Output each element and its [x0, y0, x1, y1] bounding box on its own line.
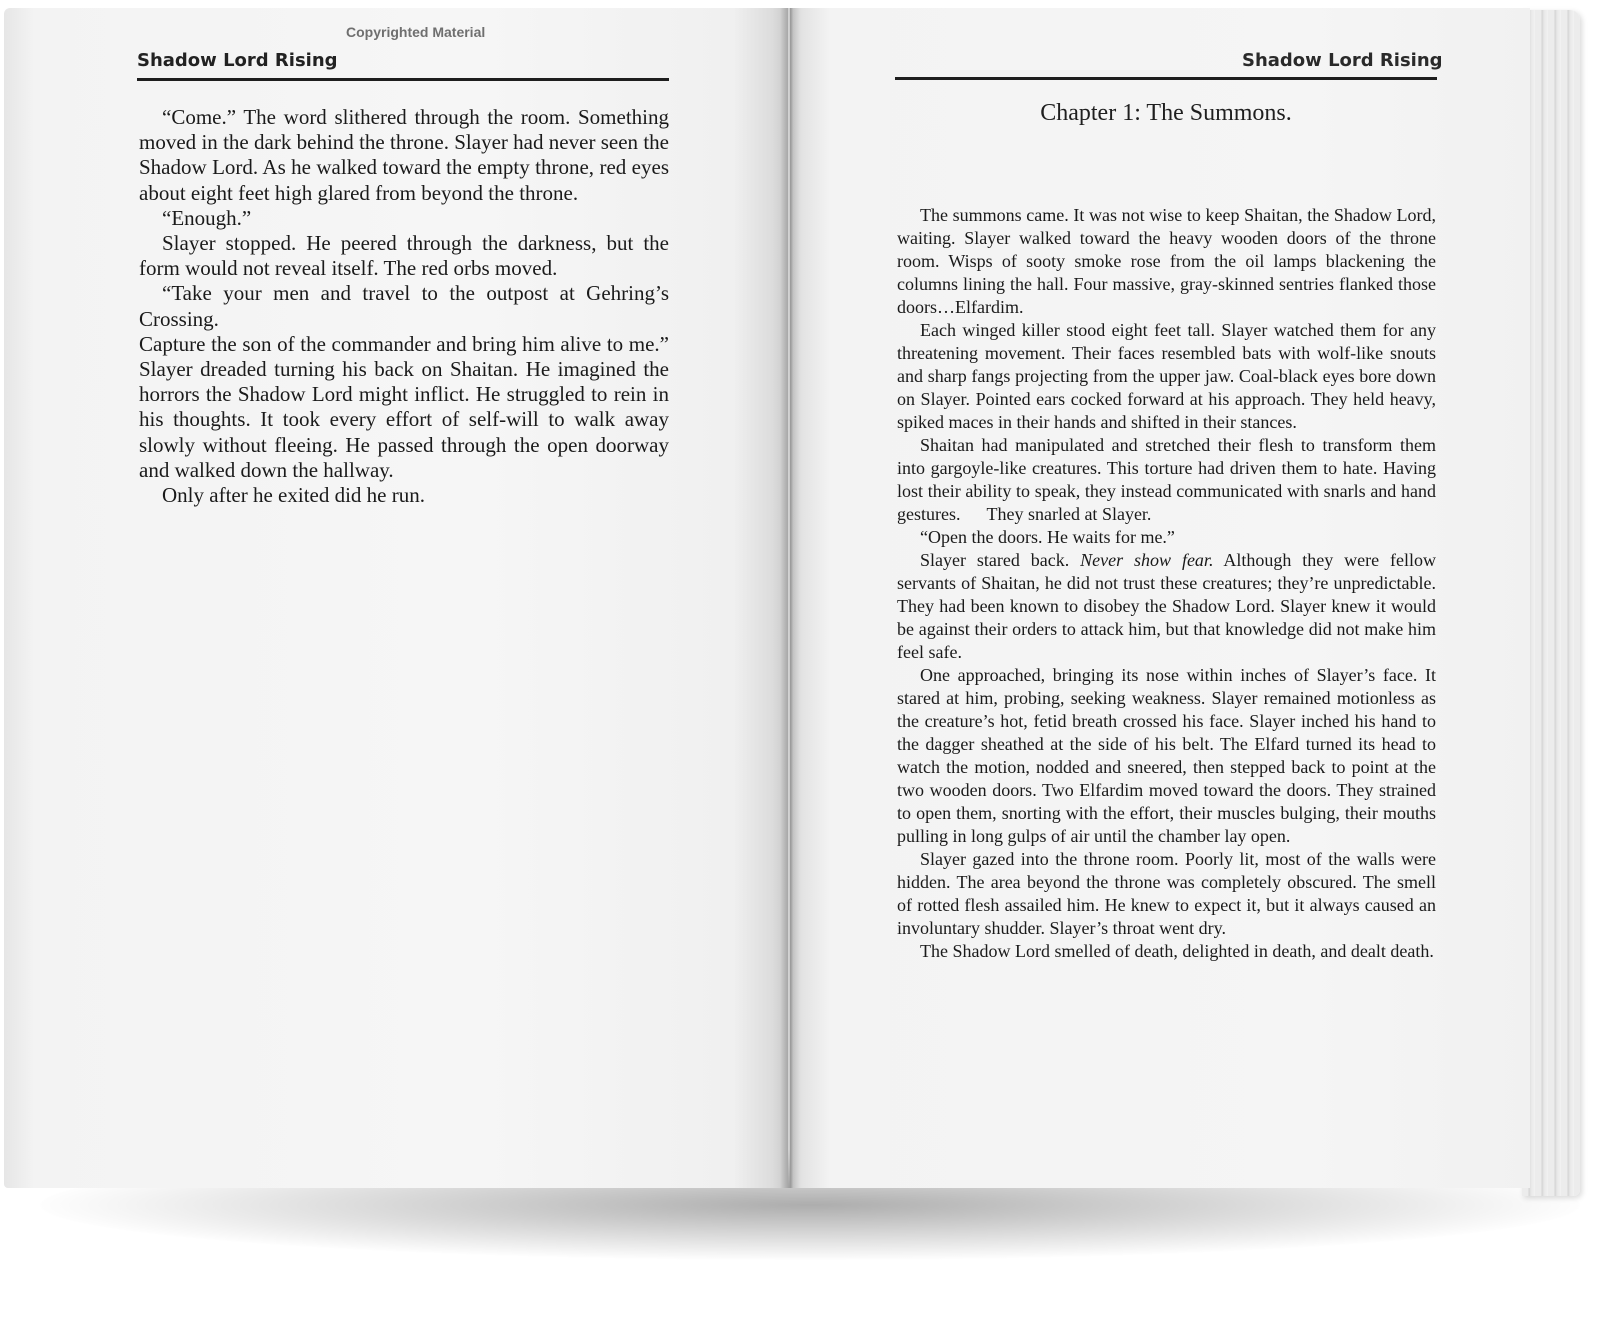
- paragraph-text: They snarled at Slayer.: [986, 504, 1152, 524]
- paragraph: Each winged killer stood eight feet tall. Slayer watched them for any threatening movement. Their faces resembled bats with wolf-like snouts and sharp fangs projecting from the upper jaw. Coal-black eyes bore down on Slayer. Pointed ears cocked forward at his approach. They held heavy, spiked maces in their hands and shifted in their stances.: [897, 320, 1436, 432]
- chapter-title: Chapter 1: The Summons.: [1040, 100, 1292, 126]
- copyright-notice: Copyrighted Material: [346, 24, 486, 40]
- paragraph: Capture the son of the commander and bring him alive to me.” Slayer dreaded turning his back on Shaitan. He imagined the horrors the Shadow Lord might inflict. He struggled to rein in his thoughts. It took every effort of self-will to walk away slowly without fleeing. He passed through the open doorway and walked down the hallway.: [139, 331, 669, 482]
- paragraph: Slayer stopped. He peered through the darkness, but the form would not reveal itself. The red orbs moved.: [139, 231, 669, 281]
- page-edges: [1522, 10, 1580, 1196]
- right-page-text: [897, 204, 1436, 963]
- paragraph-text: Shaitan had manipulated and stretched their flesh to transform them into gargoyle-like creatures. This torture had driven them to hate. Having lost their ability to speak, they instead communicated with snarls and hand gestures.: [897, 435, 1436, 524]
- paragraph: The summons came. It was not wise to keep Shaitan, the Shadow Lord, waiting. Slayer walked toward the heavy wooden doors of the throne room. Wisps of sooty smoke rose from the oil lamps blackening the columns lining the hall. Four massive, gray-skinned sentries flanked those doors…Elfardim.: [897, 205, 1436, 317]
- paragraph: “Come.” The word slithered through the room. Something moved in the dark behind the throne. Slayer had never seen the Shadow Lord. As he walked toward the empty throne, red eyes about eight feet high glared from beyond the throne.: [139, 105, 669, 205]
- paragraph: Slayer gazed into the throne room. Poorly lit, most of the walls were hidden. The area beyond the throne was completely obscured. The smell of rotted flesh assailed him. He knew to expect it, but it always caused an involuntary shudder. Slayer’s throat went dry.: [897, 849, 1436, 938]
- paragraph: “Enough.”: [162, 205, 252, 230]
- running-head-right: Shadow Lord Rising: [1242, 50, 1443, 71]
- paragraph: “Take your men and travel to the outpost at Gehring’s Crossing.: [139, 281, 669, 331]
- paragraph: [897, 434, 1436, 526]
- paragraph: The Shadow Lord smelled of death, delighted in death, and dealt death.: [920, 941, 1434, 961]
- italic-text: Never show fear.: [1080, 550, 1214, 570]
- paragraph: “Open the doors. He waits for me.”: [920, 527, 1175, 547]
- paragraph-text: Although they were fellow servants of Shaitan, he did not trust these creatures; they’re unpredictable. They had been known to disobey the Shadow Lord. Slayer knew it would be against their orders to attack him, but that knowledge did not make him feel safe.: [897, 550, 1436, 662]
- header-rule-right: [895, 77, 1437, 80]
- spine-gutter: [780, 8, 802, 1188]
- paragraph: Only after he exited did he run.: [162, 483, 425, 508]
- running-head-left: Shadow Lord Rising: [137, 50, 338, 71]
- left-page-text: [139, 105, 669, 508]
- paragraph: [897, 549, 1436, 664]
- paragraph-text: Slayer stared back.: [920, 550, 1070, 570]
- paragraph: One approached, bringing its nose within inches of Slayer’s face. It stared at him, probing, seeking weakness. Slayer remained motionless as the creature’s hot, fetid breath crossed his face. Slayer inched his hand to the dagger sheathed at the side of his belt. The Elfard turned its head to watch the motion, nodded and sneered, then stepped back to point at the two wooden doors. Two Elfardim moved toward the doors. They strained to open them, snorting with the effort, their muscles bulging, their mouths pulling in long gulps of air until the chamber lay open.: [897, 665, 1436, 846]
- header-rule-left: [137, 78, 669, 81]
